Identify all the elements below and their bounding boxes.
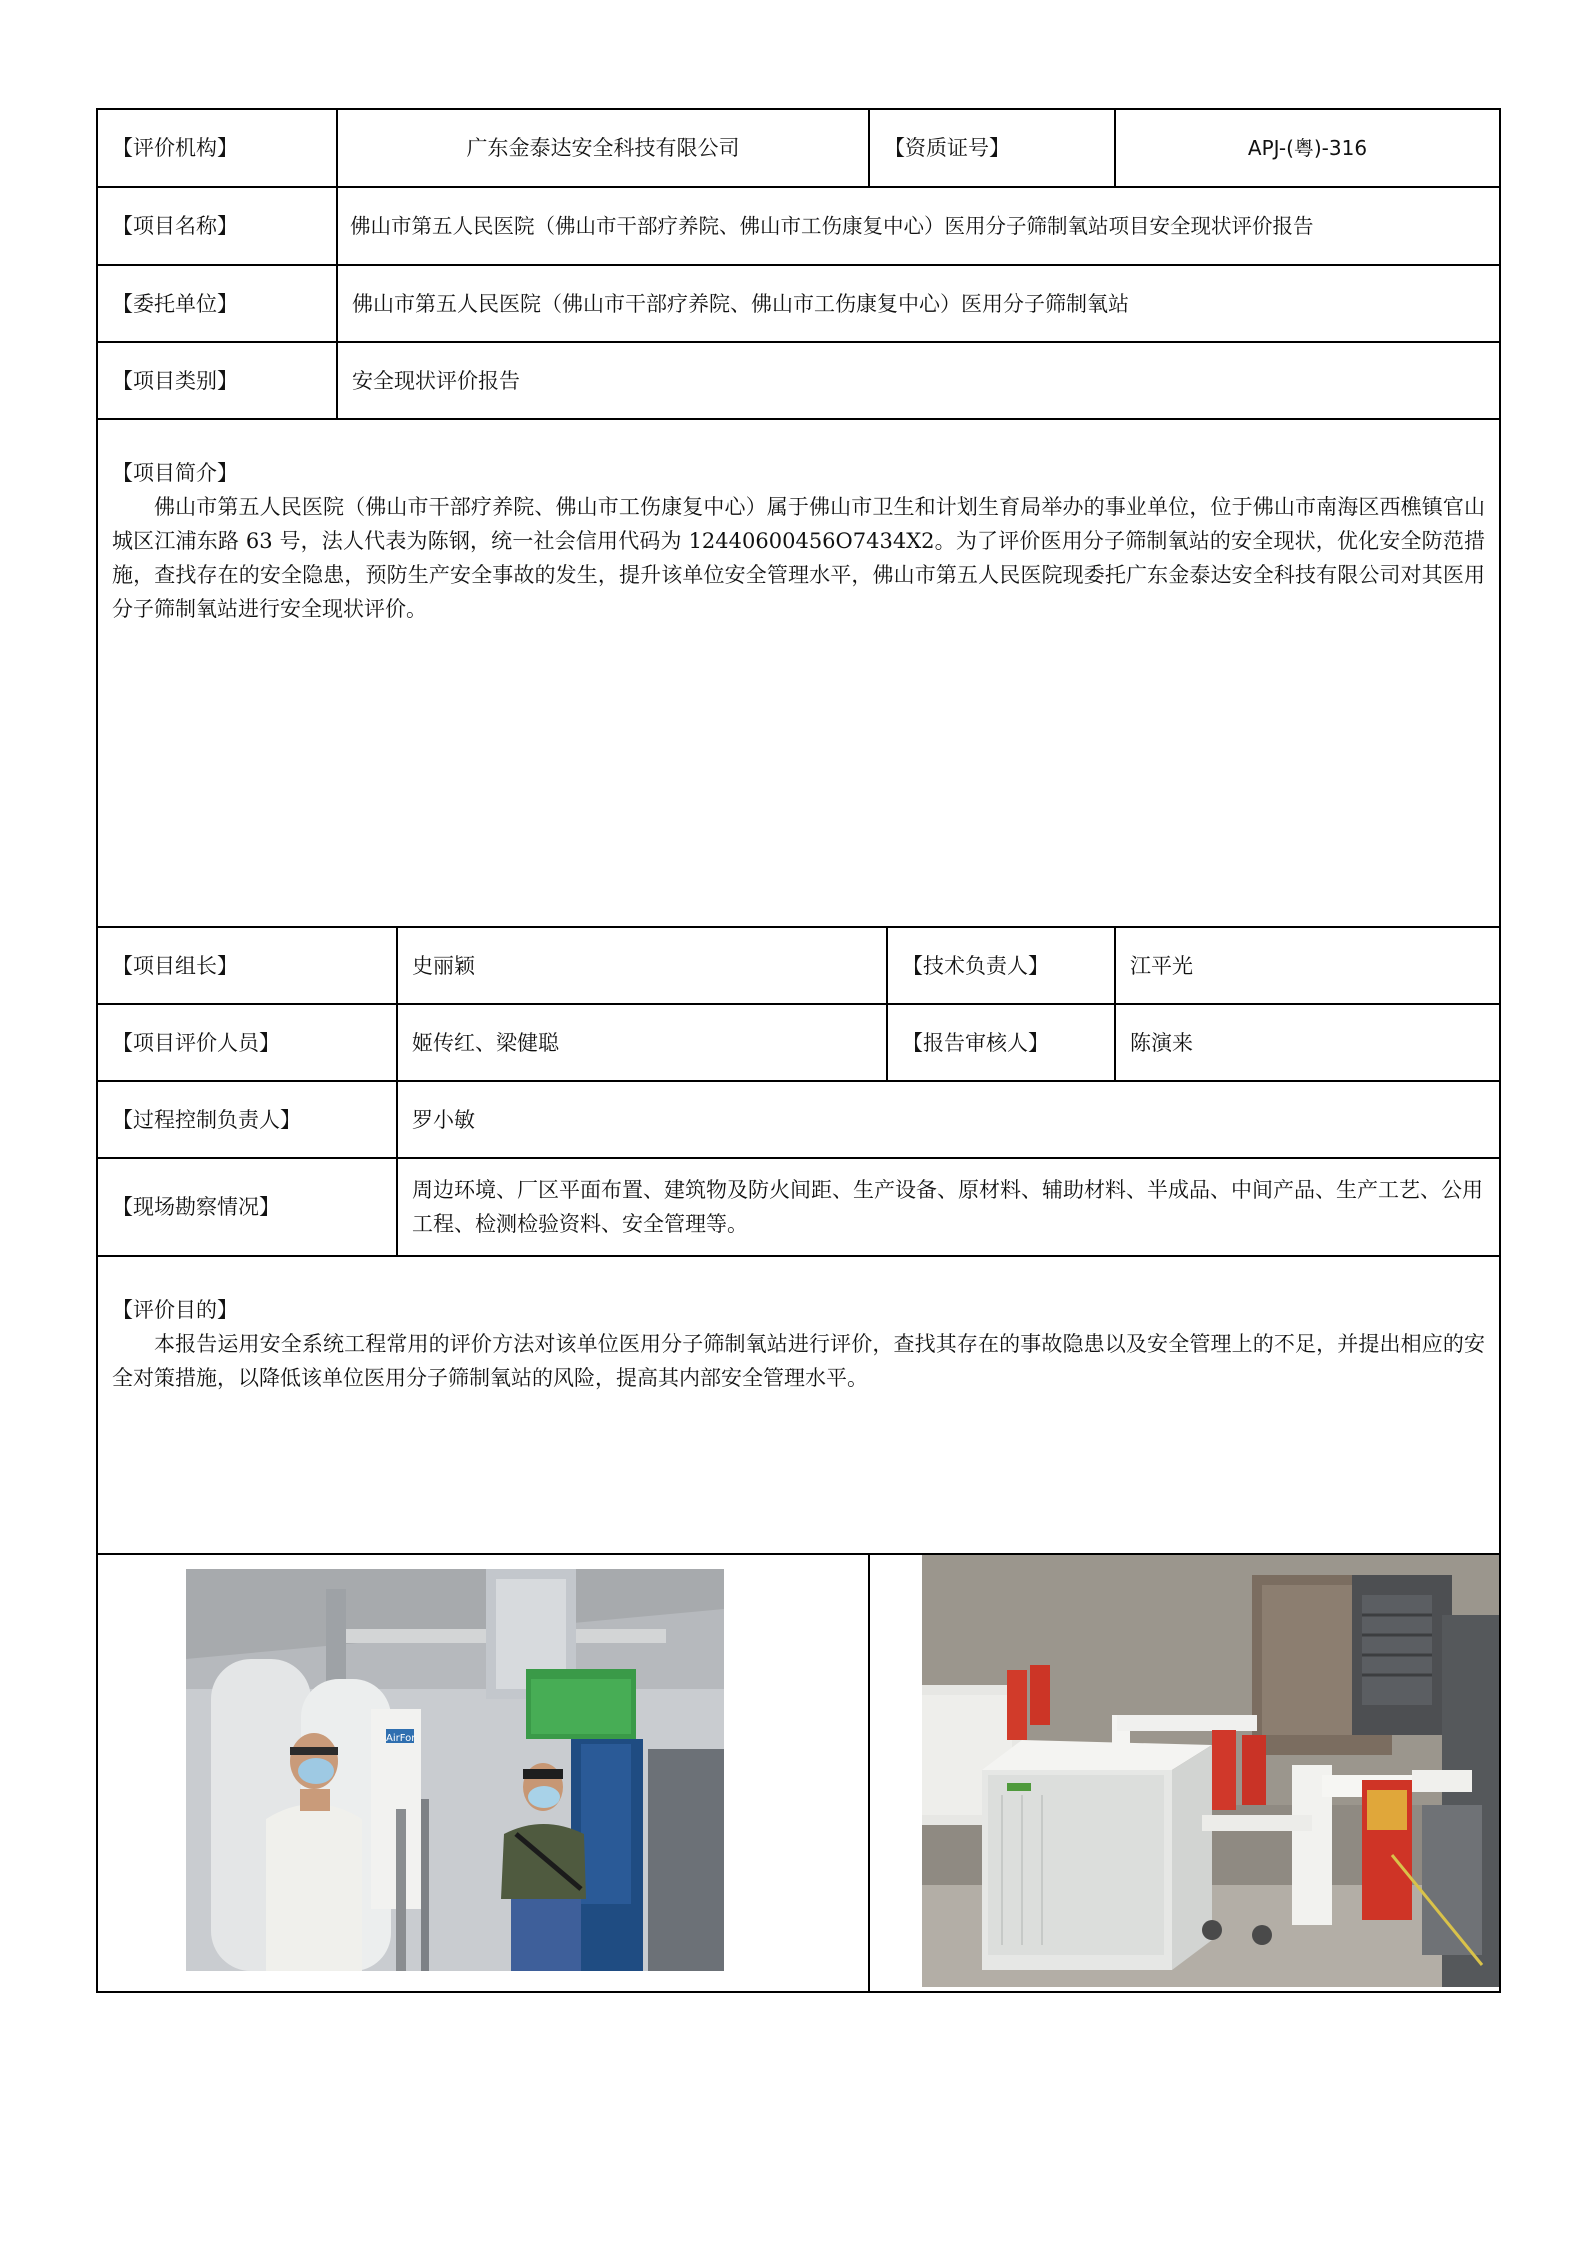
- intro-text: 佛山市第五人民医院（佛山市干部疗养院、佛山市工伤康复中心）属于佛山市卫生和计划生育局举办的事业单位，位于佛山市南海区西樵镇官山城区江浦东路 63 号，法人代表为陈钢，统一社会信用代码为 12440600456O7434X2。为了评价医用分子筛制氧站的安全现状，优化安全防范措施，查找存在的安全隐患，预防生产安全事故的发生，提升该单位安全管理水平，佛山市第五人民医院现委托广东金泰达安全科技有限公司对其医用分子筛制氧站进行安全现状评价。: [112, 495, 1485, 621]
- category-label: 【项目类别】: [97, 342, 337, 419]
- survey-label: 【现场勘察情况】: [97, 1158, 397, 1256]
- row-survey: [97, 1158, 1500, 1256]
- leader-label: 【项目组长】: [97, 927, 397, 1004]
- process-label: 【过程控制负责人】: [97, 1081, 397, 1158]
- tech-label: 【技术负责人】: [887, 927, 1115, 1004]
- row-photos: [97, 1554, 1500, 1992]
- client-label: 【委托单位】: [97, 265, 337, 342]
- intro-cell: [97, 419, 1500, 927]
- row-category: [97, 342, 1500, 419]
- project-name-value: 佛山市第五人民医院（佛山市干部疗养院、佛山市工伤康复中心）医用分子筛制氧站项目安全现状评价报告: [337, 187, 1500, 265]
- leader-value: 史丽颖: [397, 927, 887, 1004]
- row-evaluators: [97, 1004, 1500, 1081]
- row-client: [97, 265, 1500, 342]
- reviewer-label: 【报告审核人】: [887, 1004, 1115, 1081]
- survey-value: 周边环境、厂区平面布置、建筑物及防火间距、生产设备、原材料、辅助材料、半成品、中间产品、生产工艺、公用工程、检测检验资料、安全管理等。: [397, 1158, 1500, 1256]
- row-purpose: [97, 1256, 1500, 1554]
- purpose-text: 本报告运用安全系统工程常用的评价方法对该单位医用分子筛制氧站进行评价，查找其存在的事故隐患以及安全管理上的不足，并提出相应的安全对策措施，以降低该单位医用分子筛制氧站的风险，提高其内部安全管理水平。: [112, 1332, 1485, 1390]
- tech-value: 江平光: [1115, 927, 1500, 1004]
- intro-label: 【项目简介】: [112, 461, 238, 485]
- process-value: 罗小敏: [397, 1081, 1500, 1158]
- reviewer-value: 陈演来: [1115, 1004, 1500, 1081]
- project-name-label: 【项目名称】: [97, 187, 337, 265]
- photo-cell-left: [97, 1554, 869, 1992]
- org-value: 广东金泰达安全科技有限公司: [337, 109, 869, 187]
- row-org: [97, 109, 1500, 187]
- category-value: 安全现状评价报告: [337, 342, 1500, 419]
- org-label: 【评价机构】: [97, 109, 337, 187]
- cert-label: 【资质证号】: [869, 109, 1115, 187]
- evaluators-label: 【项目评价人员】: [97, 1004, 397, 1081]
- row-intro: [97, 419, 1500, 927]
- cert-value: APJ-(粤)-316: [1115, 109, 1500, 187]
- row-project-name: [97, 187, 1500, 265]
- evaluators-value: 姬传红、梁健聪: [397, 1004, 887, 1081]
- row-leader: [97, 927, 1500, 1004]
- site-photo-left: [186, 1569, 724, 1971]
- site-photo-right: [922, 1555, 1499, 1987]
- client-value: 佛山市第五人民医院（佛山市干部疗养院、佛山市工伤康复中心）医用分子筛制氧站: [337, 265, 1500, 342]
- photo-cell-right: [869, 1554, 1500, 1992]
- row-process: [97, 1081, 1500, 1158]
- summary-table: [96, 108, 1501, 1993]
- equipment-brand-text: AirFor: [386, 1733, 416, 1744]
- purpose-label: 【评价目的】: [112, 1298, 238, 1322]
- evaluation-summary-sheet: [96, 108, 1499, 1993]
- purpose-cell: [97, 1256, 1500, 1554]
